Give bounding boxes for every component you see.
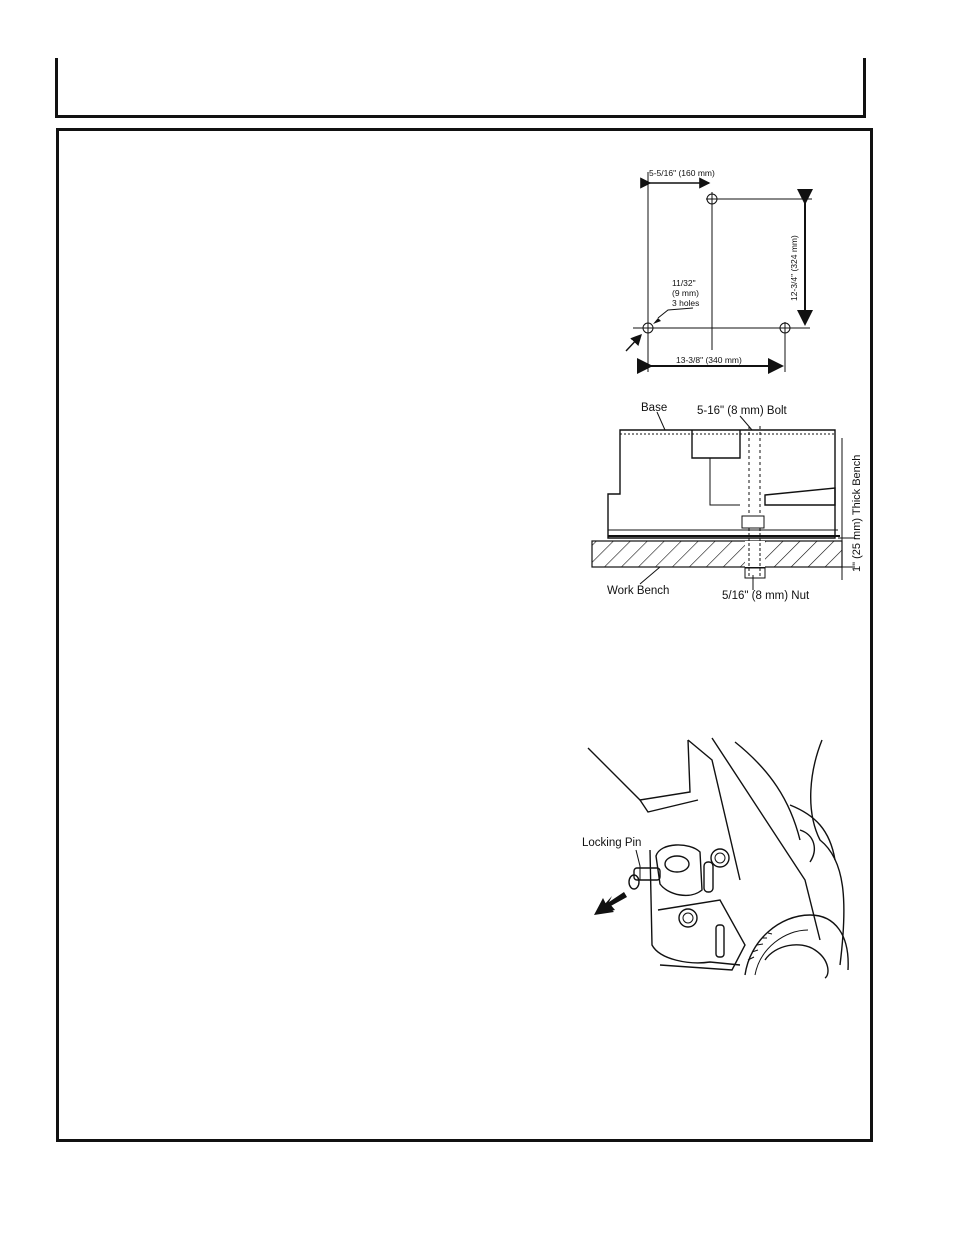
hole-size-label-mm: (9 mm): [672, 288, 699, 298]
dim-offset-label: 5-5/16" (160 mm): [649, 168, 715, 178]
base-label: Base: [641, 402, 668, 414]
work-bench-label: Work Bench: [607, 585, 670, 597]
dim-vertical-label: 12-3/4" (324 mm): [789, 235, 799, 301]
locking-pin-illustration: [580, 735, 855, 980]
nut-label: 5/16" (8 mm) Nut: [722, 590, 810, 602]
bench-thickness-label: 1" (25 mm) Thick Bench: [851, 454, 863, 572]
locking-pin-label: Locking Pin: [582, 837, 642, 849]
work-bench: [592, 541, 842, 567]
hole-size-label: 11/32": [672, 278, 696, 288]
mounting-hole-diagram: [600, 160, 840, 375]
locking-block: [656, 845, 702, 895]
bench-mount-diagram: [585, 395, 865, 625]
base-body: [608, 430, 835, 538]
hole-count-label: 3 holes: [672, 298, 700, 308]
page-header-box: [55, 58, 866, 118]
bolt-label: 5-16" (8 mm) Bolt: [697, 405, 787, 417]
dim-horizontal-label: 13-3/8" (340 mm): [676, 355, 742, 365]
